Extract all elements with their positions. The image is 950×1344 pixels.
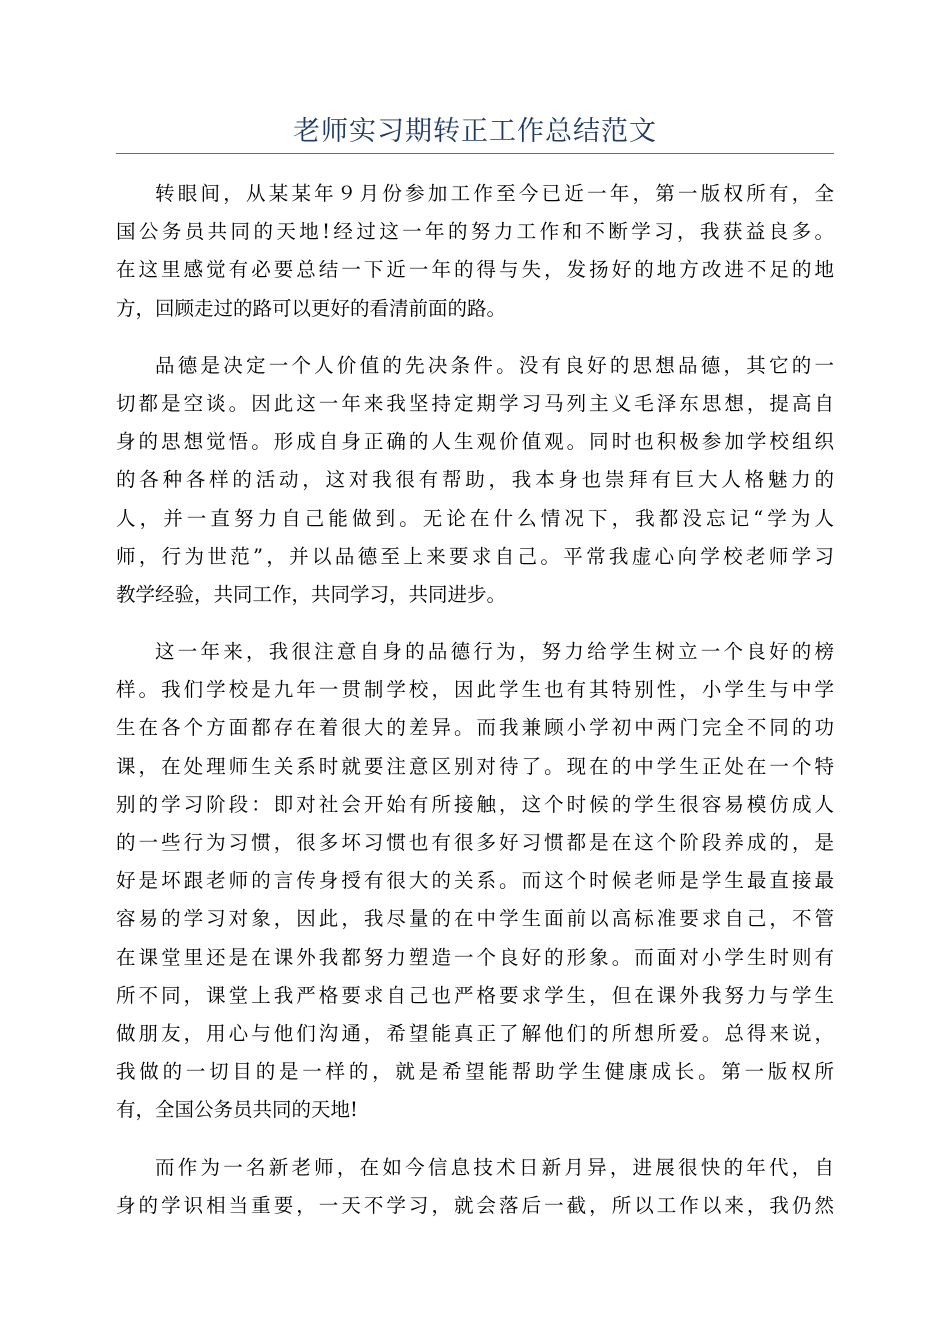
text-line: 别的学习阶段：即对社会开始有所接触，这个时候的学生很容易模仿成人 <box>116 792 834 816</box>
paragraph-4 <box>116 1149 834 1225</box>
text-line: 国公务员共同的天地!经过这一年的努力工作和不断学习，我获益良多。 <box>116 220 834 244</box>
text-line: 身的学识相当重要，一天不学习，就会落后一截，所以工作以来，我仍然 <box>116 1193 834 1217</box>
text-line: 方，回顾走过的路可以更好的看清前面的路。 <box>116 296 507 320</box>
text-line: 课，在处理师生关系时就要注意区别对待了。现在的中学生正处在一个特 <box>116 754 834 778</box>
text-line: 在这里感觉有必要总结一下近一年的得与失，发扬好的地方改进不足的地 <box>116 258 834 282</box>
title-underline <box>116 153 834 154</box>
text-line: 在课堂里还是在课外我都努力塑造一个良好的形象。而面对小学生时则有 <box>116 945 834 969</box>
text-line: 这一年来，我很注意自身的品德行为，努力给学生树立一个良好的榜 <box>155 640 834 664</box>
text-line: 人，并一直努力自己能做到。无论在什么情况下，我都没忘记“学为人 <box>116 506 834 530</box>
text-line: 好是坏跟老师的言传身授有很大的关系。而这个时候老师是学生最直接最 <box>116 869 834 893</box>
text-line: 容易的学习对象，因此，我尽量的在中学生面前以高标准要求自己，不管 <box>116 907 834 931</box>
paragraph-1 <box>116 175 834 328</box>
text-line: 我做的一切目的是一样的，就是希望能帮助学生健康成长。第一版权所 <box>116 1060 834 1084</box>
text-line: 而作为一名新老师，在如今信息技术日新月异，进展很快的年代，自 <box>155 1155 834 1179</box>
text-line: 所不同，课堂上我严格要求自己也严格要求学生，但在课外我努力与学生 <box>116 983 834 1007</box>
text-line: 转眼间，从某某年９月份参加工作至今已近一年，第一版权所有，全 <box>155 182 834 205</box>
paragraph-3 <box>116 633 834 1129</box>
text-line: 师，行为世范”，并以品德至上来要求自己。平常我虚心向学校老师学习 <box>116 544 834 568</box>
text-line: 品德是决定一个人价值的先决条件。没有良好的思想品德，其它的一 <box>155 353 834 377</box>
text-line: 做朋友，用心与他们沟通，希望能真正了解他们的所想所爱。总得来说， <box>116 1021 834 1045</box>
text-line: 样。我们学校是九年一贯制学校，因此学生也有其特别性，小学生与中学 <box>116 678 834 702</box>
text-line: 生在各个方面都存在着很大的差异。而我兼顾小学初中两门完全不同的功 <box>116 716 834 740</box>
paragraph-2 <box>116 347 834 614</box>
document-title: 老师实习期转正工作总结范文 <box>293 116 657 147</box>
text-line: 切都是空谈。因此这一年来我坚持定期学习马列主义毛泽东思想，提高自 <box>116 391 834 415</box>
text-line: 教学经验，共同工作，共同学习，共同进步。 <box>116 582 507 606</box>
text-line: 有，全国公务员共同的天地! <box>116 1098 358 1122</box>
text-line: 身的思想觉悟。形成自身正确的人生观价值观。同时也积极参加学校组织 <box>116 430 834 454</box>
text-line: 的一些行为习惯，很多坏习惯也有很多好习惯都是在这个阶段养成的，是 <box>116 831 834 854</box>
document-body <box>116 175 834 1244</box>
text-line: 的各种各样的活动，这对我很有帮助，我本身也崇拜有巨大人格魅力的 <box>116 468 834 492</box>
